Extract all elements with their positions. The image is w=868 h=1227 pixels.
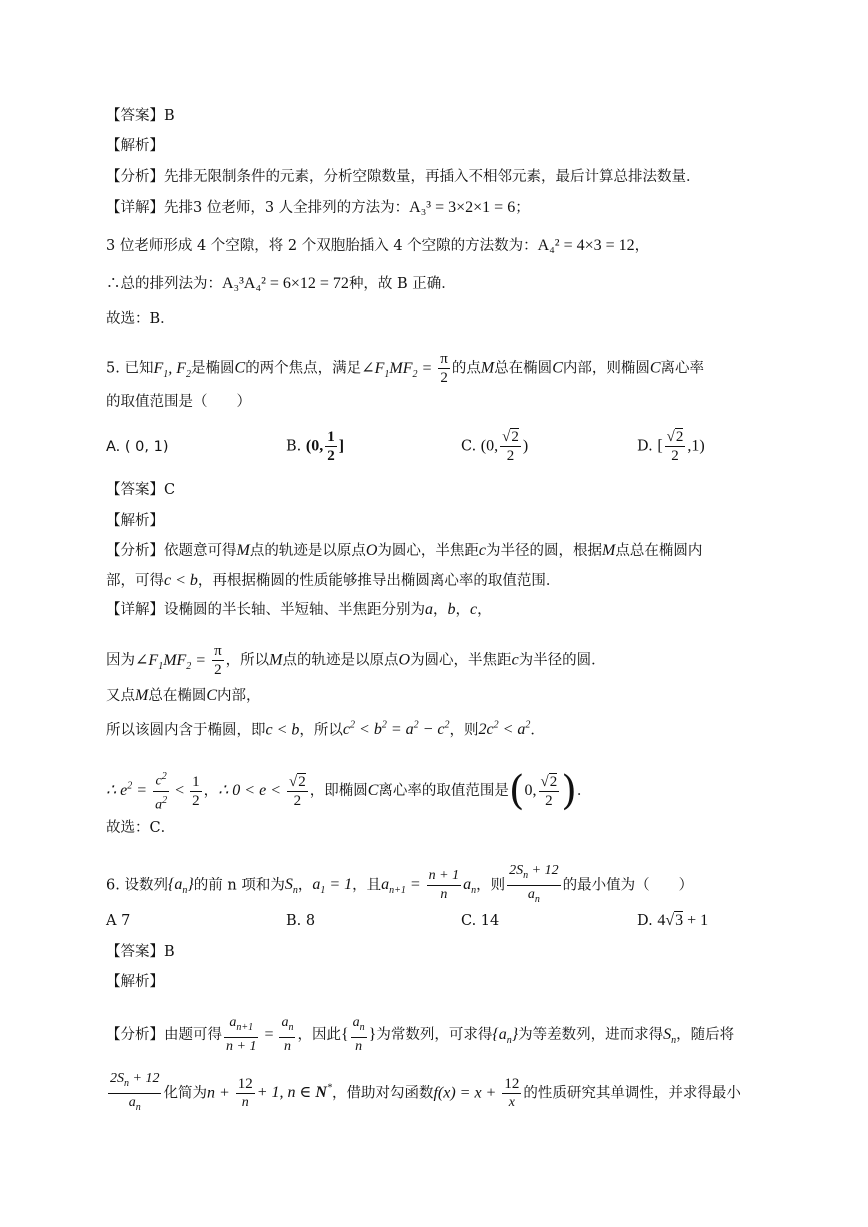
q5-detail-4b: ，所以 — [299, 722, 343, 739]
q6-analysis-1c: 为常数列，可求得 — [376, 1026, 493, 1043]
q5-analysis-line2 — [106, 571, 768, 591]
q5-math-m4: M — [269, 651, 283, 669]
q5-analysis-2b: ，再根据椭圆的性质能够推导出椭圆离心率的取值范围． — [197, 573, 561, 589]
q5-math-ineq: $c^2 < b^2 = a^2 - c^2$ — [342, 720, 450, 739]
q6-math-an: $\{a_n\}$ — [167, 876, 194, 897]
q6-analysis-line1: 【分析】由题可得 $\frac{a_{n+1}}{n + 1}$ = $\frac{a_n}{n}$ ，因此{ $\frac{a_n}{n}$ }为常数列，可求得$\{a_n\}$为等差数列，进而求得$S_n$，随后将 — [106, 1015, 735, 1054]
q5-detail-1: 【详解】设椭圆的半长轴、半短轴、半焦距分别为 — [106, 602, 425, 618]
q5-detail-line3 — [106, 686, 768, 706]
q5-detail-line2 — [106, 642, 768, 679]
q5-analysis-1c: 为圆心，半焦距 — [377, 543, 479, 559]
q6-analysis-2c: 的性质研究其单调性，并求得最小 — [523, 1085, 741, 1102]
q5-option-b: B. (0, $\frac{1}{2}$ ] — [286, 429, 345, 464]
q5-math-m5: M — [135, 687, 149, 704]
q5-choose: 故选：C． — [106, 820, 176, 836]
q5-frac-sqrt2-2-f: $\frac{√2}{2}$ — [540, 773, 558, 809]
q5-math-c7: C — [367, 782, 379, 800]
q6-analysis-1d: 为等差数列，进而求得 — [518, 1026, 664, 1043]
q5-math-e-range: ∴ 0 < e < — [218, 782, 285, 800]
q5-math-m3: M — [602, 542, 616, 559]
q6-option-b: B. 8 — [286, 913, 316, 929]
q6-math-a1: $a_1 = 1$ — [312, 876, 353, 897]
q5-analysis-1e: 点总在椭圆内 — [615, 543, 703, 559]
q5-detail-4a: 所以该圆内含于椭圆，即 — [106, 722, 266, 739]
q5-analysis-line1 — [106, 541, 768, 561]
q6-stem-d: ，则 — [476, 877, 506, 894]
q5-stem-1f: 内部，则椭圆 — [562, 360, 650, 377]
q5-detail-2c: 点的轨迹是以原点 — [282, 652, 399, 669]
q5-math-f1f2: $F_1$, $F_2$ — [153, 359, 192, 380]
q5-option-a: A. ( 0, 1) — [106, 439, 169, 455]
q4-analysis-head: 【解析】 — [106, 138, 164, 154]
q5-frac-half: $\frac{1}{2}$ — [327, 429, 335, 464]
q5-frac-1-2: $\frac{1}{2}$ — [192, 773, 200, 809]
q5-detail-5b: ，即椭圆 — [309, 783, 368, 800]
q5-math-c5: c — [511, 651, 519, 669]
q6-analysis-line2 — [106, 1070, 768, 1117]
q5-detail-3a: 又点 — [106, 688, 135, 704]
q5-detail-line1: 【详解】设椭圆的半长轴、半短轴、半焦距分别为a，b，c， — [106, 601, 492, 618]
q5-math-c: C — [234, 359, 246, 377]
q4-detail-c — [106, 274, 768, 294]
q5-detail-2a: 因为 — [106, 652, 135, 669]
q5-stem-line2: 的取值范围是（ ） — [106, 394, 251, 410]
q4-detail-a-math: A₃³ = 3×2×1 = 6 — [409, 199, 516, 216]
q5-math-e2: ∴ $e^2$ = — [106, 780, 152, 800]
q6-math-an3: $\{a_n\}$ — [492, 1025, 519, 1047]
q5-answer: 【答案】C — [106, 482, 176, 498]
q6-frac-an1: $\frac{a_{n+1}}{n + 1}$ — [226, 1015, 257, 1054]
q4-detail-c-math: A₃³A₄² = 6×12 = 72 — [222, 275, 349, 292]
q5-analysis-1a: 【分析】依题意可得 — [106, 543, 237, 559]
q4-detail-c-end: 种，故 B 正确． — [348, 276, 456, 292]
q5-option-c: C. (0, $\frac{√2}{2}$ ) — [461, 429, 529, 464]
q5-detail-2b: ，所以 — [225, 652, 270, 669]
q5-analysis-2a: 部，可得 — [106, 573, 164, 589]
q5-frac-sqrt2-2-d: $\frac{√2}{2}$ — [666, 429, 684, 464]
q5-analysis-1b: 点的轨迹是以原点 — [249, 543, 366, 559]
q6-math-sn: $S_n$ — [284, 876, 298, 897]
q5-frac-pi2: $\frac{\pi}{2}$ — [440, 351, 448, 386]
q5-math-c2: C — [552, 359, 563, 377]
q6-analysis-2b: ，借助对勾函数 — [331, 1085, 434, 1102]
q4-detail-b-math: A₄² = 4×3 = 12 — [537, 237, 635, 254]
q4-detail-b-end: ， — [634, 238, 650, 254]
q6-option-a: A 7 — [106, 913, 131, 929]
q6-stem-e: 的最小值为（ ） — [562, 877, 694, 894]
q6-math-sn2: $S_n$ — [663, 1025, 677, 1047]
q5-frac-sqrt2-2-c: $\frac{√2}{2}$ — [502, 429, 519, 464]
q6-option-d: D. 4√3 + 1 — [637, 912, 709, 929]
q5-stem-line1 — [106, 350, 768, 387]
q6-math-n: n + — [206, 1084, 234, 1102]
q6-option-d-label: D. — [637, 913, 653, 929]
q5-analysis-1d: 为半径的圆，根据 — [486, 543, 602, 559]
q6-math-an1: $a_{n+1}$ = — [381, 876, 425, 897]
q6-analysis-head: 【解析】 — [106, 974, 164, 990]
q6-option-c: C. 14 — [461, 913, 500, 929]
q5-stem-1a: 5. 已知 — [106, 360, 154, 377]
q4-answer: 【答案】B — [106, 108, 175, 124]
q5-math-c6: C — [206, 687, 217, 704]
q5-stem-1c: 的两个焦点，满足 — [245, 360, 362, 377]
q6-analysis-1b: ，因此 — [297, 1026, 341, 1043]
q6-analysis-1a: 【分析】由题可得 — [106, 1026, 222, 1043]
q4-detail-a — [106, 198, 768, 218]
q6-frac-2sn12-b: $\frac{2S_n + 12}{a_n}$ — [110, 1071, 160, 1113]
q5-option-d-label: D. — [637, 438, 653, 455]
q5-analysis-head: 【解析】 — [106, 513, 164, 529]
q5-stem-1g: 离心率 — [660, 360, 705, 377]
q5-math-angle2: $\angle F_1MF_2$ = — [135, 651, 211, 672]
q5-math-o2: O — [398, 651, 411, 669]
q5-math-cb: c < b — [164, 572, 198, 589]
q6-analysis-2a: 化简为 — [163, 1085, 207, 1102]
q6-stem-a: 6. 设数列 — [106, 877, 168, 894]
q5-option-c-label: C. — [461, 438, 477, 455]
q5-frac-c2a2: $\frac{c^2}{a^2}$ — [153, 768, 169, 814]
q5-math-m: M — [480, 359, 495, 377]
q5-detail-3c: 内部， — [217, 688, 261, 704]
q5-detail-2e: 为半径的圆． — [518, 652, 606, 669]
q4-analysis-intro: 【分析】先排无限制条件的元素，分析空隙数量，再插入不相邻元素，最后计算总排法数量． — [106, 169, 701, 185]
q5-math-c3: C — [649, 359, 661, 377]
q4-choose: 故选：B． — [106, 311, 175, 327]
q5-math-abc: a — [425, 601, 433, 618]
q5-stem-1d: 的点 — [451, 360, 481, 377]
q4-detail-a-end: ； — [515, 200, 530, 216]
q6-frac-ann: $\frac{a_n}{n}$ — [281, 1015, 294, 1054]
q5-detail-5a: ， — [203, 783, 219, 800]
q6-stem-c: ，且 — [352, 877, 382, 894]
q5-detail-2d: 为圆心，半焦距 — [410, 652, 512, 669]
q5-option-d: D. [ $\frac{√2}{2}$ ,1) — [637, 429, 705, 464]
q5-stem-1b: 是椭圆 — [191, 360, 235, 377]
q4-detail-b-text: 3 位老师形成 4 个空隙，将 2 个双胞胎插入 4 个空隙的方法数为： — [106, 238, 538, 254]
q4-detail-b — [106, 236, 768, 256]
q5-math-b: b — [447, 601, 456, 618]
q6-stem-b: 的前 n 项和为 — [193, 877, 285, 894]
q6-frac-12x: $\frac{12}{x}$ — [504, 1075, 520, 1110]
q6-frac-ann2: $\frac{a_n}{n}$ — [352, 1015, 365, 1054]
q5-math-cc: c — [470, 601, 478, 618]
q5-math-o: O — [365, 542, 378, 559]
q5-detail-line5: ∴ $e^2$ = $\frac{c^2}{a^2}$ < $\frac{1}{2}$ ，∴ 0 < e < $\frac{√2}{2}$ ，即椭圆C离心率的取值范围是(0, $\frac{√2}{2}$ )． — [106, 768, 592, 815]
q5-math-2c2: $2c^2 < a^2$ — [478, 720, 531, 739]
q5-frac-pi2-b: $\frac{\pi}{2}$ — [214, 643, 222, 678]
q5-math-c4: c — [478, 542, 486, 559]
q6-frac-2sn12: $\frac{2S_n + 12}{a_n}$ — [509, 863, 559, 905]
q4-detail-a-text: 【详解】先排3 位老师，3 人全排列的方法为： — [106, 200, 410, 216]
q5-math-m2: M — [236, 542, 250, 559]
q5-math-cltb: c < b — [265, 721, 300, 739]
q6-analysis-1e: ，随后将 — [676, 1026, 735, 1043]
q5-math-angle: $\angle F_1MF_2$ = — [361, 359, 437, 380]
q6-math-n1: + 1, n ∈ N* — [256, 1082, 332, 1102]
q6-frac-12n: $\frac{12}{n}$ — [237, 1075, 253, 1110]
q6-answer: 【答案】B — [106, 944, 175, 960]
q6-math-an2: $a_n$ — [463, 876, 477, 897]
q5-detail-3b: 总在椭圆 — [148, 688, 207, 704]
q6-math-fx: f(x) = x + — [433, 1084, 501, 1102]
q5-detail-5c: 离心率的取值范围是 — [378, 783, 509, 800]
q5-detail-4c: ，则 — [449, 722, 479, 739]
q5-detail-line4: 所以该圆内含于椭圆，即c < b，所以$c^2 < b^2 = a^2 - c^2$，则$2c^2 < a^2$． — [106, 720, 545, 739]
q5-frac-sqrt2-2-e: $\frac{√2}{2}$ — [288, 773, 306, 809]
q5-stem-1e: 总在椭圆 — [494, 360, 553, 377]
q4-detail-c-text: ∴总的排列法为： — [106, 276, 222, 292]
q5-option-b-label: B. — [286, 438, 302, 455]
q6-stem: 6. 设数列$\{a_n\}$的前 n 项和为$S_n$，$a_1 = 1$，且$a_{n+1}$ = $\frac{n + 1}{n}$ $a_n$，则 $\frac{2S_n + 12}{a_n}$ 的最小值为（ ） — [106, 862, 768, 909]
q6-frac-n1n: $\frac{n + 1}{n}$ — [428, 867, 460, 902]
